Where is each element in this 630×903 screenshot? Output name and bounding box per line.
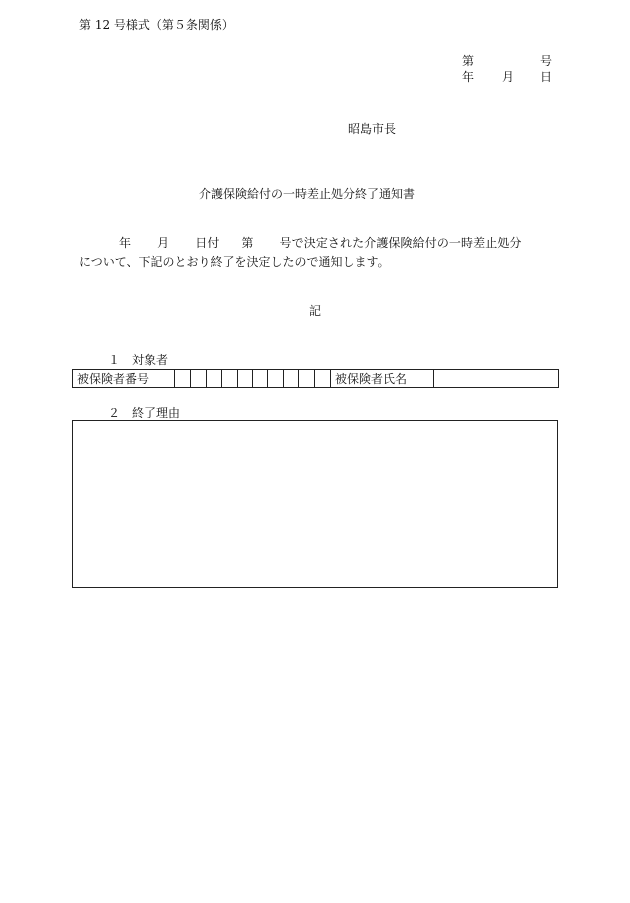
insured-number-digit[interactable] [284, 370, 299, 388]
body-day-suffix: 日付 [195, 236, 220, 250]
insured-number-digit[interactable] [222, 370, 238, 388]
insured-number-digit[interactable] [315, 370, 331, 388]
insured-number-digit[interactable] [175, 370, 191, 388]
insured-number-digit[interactable] [207, 370, 222, 388]
body-text-line-1 [79, 237, 522, 249]
issuer-name: 昭島市長 [348, 122, 397, 136]
insured-number-digit[interactable] [191, 370, 207, 388]
section-2-heading: ２ 終了理由 [108, 406, 181, 420]
insured-name-field[interactable] [434, 370, 559, 388]
reference-number-suffix: 号 [540, 54, 553, 68]
section-1-heading: １ 対象者 [108, 353, 169, 367]
body-month: 月 [157, 236, 170, 250]
insured-number-digit[interactable] [253, 370, 268, 388]
termination-reason-box[interactable] [72, 420, 558, 588]
reference-number-prefix: 第 [462, 54, 475, 68]
insured-number-digit[interactable] [299, 370, 315, 388]
form-number-label: 第 12 号様式（第５条関係） [79, 18, 234, 32]
issue-date-day: 日 [540, 70, 553, 84]
body-number-prefix: 第 [241, 236, 254, 250]
body-year: 年 [119, 236, 132, 250]
insured-number-label: 被保険者番号 [73, 370, 175, 388]
insured-number-digit[interactable] [268, 370, 284, 388]
ki-heading: 記 [309, 304, 322, 318]
subject-table [72, 369, 559, 388]
body-text-line-2: について、下記のとおり終了を決定したので通知します。 [79, 255, 390, 269]
insured-name-label: 被保険者氏名 [331, 370, 434, 388]
issue-date-month: 月 [502, 70, 515, 84]
insured-number-digit[interactable] [238, 370, 253, 388]
issue-date-year: 年 [462, 70, 475, 84]
body-decision-text: 号で決定された介護保険給付の一時差止処分 [279, 236, 522, 250]
subject-row [73, 370, 559, 388]
document-title: 介護保険給付の一時差止処分終了通知書 [199, 187, 416, 201]
